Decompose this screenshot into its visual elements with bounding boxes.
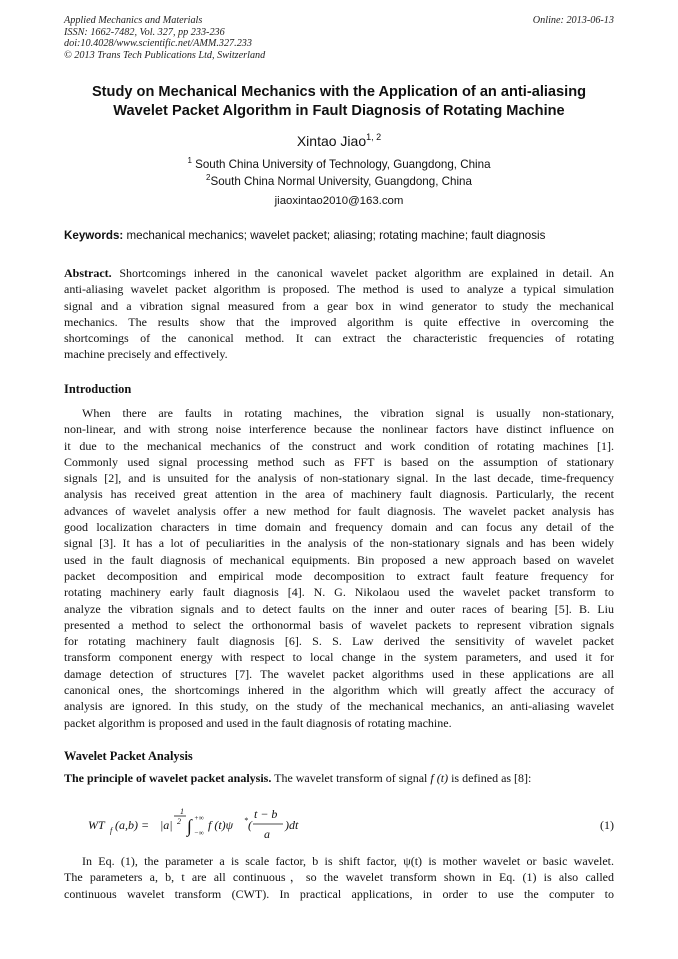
integral-icon: ∫ [187, 816, 192, 836]
keywords [64, 229, 545, 242]
intro-line: packet decomposition and empirical mode decomposition to extract fault feature frequency for [64, 568, 614, 583]
keywords-label: Keywords: [64, 229, 124, 242]
intro-line: damage detection of structures [7]. The wavelet packet algorithms used in these applications are all [64, 666, 614, 681]
wpa-line: In Eq. (1), the parameter a is scale factor, b is shift factor, ψ(t) is mother wavelet or basic wavelet. [82, 854, 614, 868]
intro-line: Commonly used signal processing method such as FFT is based on the assumption of stationary [64, 454, 614, 469]
eq-conjugate-star: * [244, 816, 248, 825]
abstract-line: anti-aliasing wavelet packet algorithm is proposed. The method is used to analyze a typical simulation [64, 282, 614, 297]
intro-line: When there are faults in rotating machines, the vibration signal is usually non-stationary, [82, 406, 614, 420]
journal-meta [64, 15, 265, 61]
intro-line: it due to the mechanical mechanics of the construct and work condition of rotating machines [1]. [64, 438, 614, 453]
paper-title [40, 83, 638, 120]
eq-int-upper: +∞ [194, 814, 204, 822]
abstract-line: machine precisely and effectively. [64, 347, 228, 362]
wavelet-packet-body [64, 853, 614, 902]
copyright-line: © 2013 Trans Tech Publications Ltd, Switzerland [64, 49, 266, 61]
affiliation-2-text: South China Normal University, Guangdong, China [210, 175, 472, 188]
author-email[interactable]: jiaoxintao2010@163.com [274, 195, 404, 207]
intro-line: analysis has received great attention in the area of machinery fault diagnosis. Particularly, the recent [64, 487, 614, 502]
intro-line: advances of wavelet analysis offer a new method for fault diagnosis. The wavelet packet analysis has [64, 503, 614, 518]
abstract-line: mechanics. The results show that the improved algorithm is quite effective in overcoming the [64, 314, 614, 329]
principle-sentence [64, 771, 614, 786]
intro-line: transform component energy with respect to local change in the system parameters, and used it for [64, 650, 614, 665]
signal-symbol: f (t) [430, 771, 449, 785]
intro-line: for rotating machinery fault diagnosis [6]. S. S. Law derived the sensitivity of wavelet packet [64, 634, 614, 649]
affiliation-1-text: South China University of Technology, Guangdong, China [191, 158, 491, 171]
affiliation-2-mark: 2 [206, 173, 211, 182]
intro-line: presented a method to select the orthonormal basis of wavelet packets to represent vibration signals [64, 617, 614, 632]
intro-line: analyze the vibration signals and to detect faults on the inner and outer races of bearing [5]. B. Liu [64, 601, 614, 616]
eq-abs-a: |a| [160, 818, 173, 832]
eq-lhs-sub: f [110, 826, 113, 835]
intro-line: canonical ones, the shortcomings inhered in the algorithm which will greatly affect the accuracy of [64, 683, 614, 698]
keywords-text: mechanical mechanics; wavelet packet; aliasing; rotating machine; fault diagnosis [123, 229, 546, 242]
abstract-line: shortcomings of the canonical method. It can extract the characteristic frequencies of rotating [64, 331, 614, 346]
author-name: Xintao Jiao [296, 133, 367, 149]
section-heading-wavelet-packet: Wavelet Packet Analysis [64, 749, 193, 763]
abstract-line: Shortcomings inhered in the canonical wavelet packet algorithm are explained in detail. An [111, 266, 614, 280]
affiliation-2 [0, 173, 678, 188]
intro-line: signals [2], and is unsuited for the analysis of non-stationary signal. In the last decade, time-frequency [64, 471, 614, 486]
intro-line: used in the fault diagnosis of mechanical equipments. Bin proposed a new approach based on wavelet [64, 552, 614, 567]
introduction-body [64, 405, 614, 731]
principle-label: The principle of wavelet packet analysis. [64, 771, 272, 785]
equation-number: (1) [600, 818, 614, 832]
principle-text-a: The wavelet transform of signal [271, 771, 431, 785]
eq-exp-den: 2 [177, 817, 181, 826]
abstract [64, 265, 614, 363]
wpa-line: The parameters a, b, t are all continuous，so the wavelet transform shown in Eq. (1) is also called [64, 870, 614, 885]
section-heading-introduction: Introduction [64, 382, 132, 396]
wpa-line: continuous wavelet transform (CWT). In practical applications, in order to use the computer to [64, 886, 614, 901]
author-affil-marks: 1, 2 [366, 132, 382, 142]
issn-line: ISSN: 1662-7482, Vol. 327, pp 233-236 [64, 26, 225, 38]
eq-open-paren: ( [248, 818, 252, 832]
principle-text-b: is defined as [8]: [448, 771, 532, 785]
intro-line: good localization characters in time domain and frequency domain and can focus any detail of the [64, 520, 614, 535]
eq-lhs-args: (a,b) = [115, 818, 150, 832]
intro-line: analysis are ignored. In this study, on the study of the mechanical mechanics, an anti-aliasing wavelet [64, 699, 614, 714]
eq-int-lower: −∞ [194, 829, 204, 837]
intro-line: non-linear, and with strong noise interference because the nonlinear factors have distinct influence on [64, 422, 614, 437]
abstract-line: signal and a vibration signal measured from a gear box in wind generator to study the mechanical [64, 298, 614, 313]
title-line-1: Study on Mechanical Mechanics with the Application of an anti-aliasing [91, 84, 587, 100]
intro-line: signal [3]. It has a lot of peculiarities in the analysis of the non-stationary signals and has been widely [64, 536, 614, 551]
eq-integrand: f (t)ψ [208, 818, 234, 832]
intro-line: rotating machinery early fault diagnosis [4]. N. G. Nikolaou used the wavelet packet transform to [64, 585, 614, 600]
doi-line: doi:10.4028/www.scientific.net/AMM.327.233 [64, 38, 252, 50]
eq-tail: )dt [285, 818, 299, 832]
abstract-label: Abstract. [64, 266, 112, 280]
eq-lhs: WT [88, 818, 105, 832]
journal-name: Applied Mechanics and Materials [64, 15, 203, 26]
author [0, 132, 678, 149]
eq-frac-num: t − b [254, 807, 278, 821]
eq-exp-num: 1 [180, 807, 184, 816]
eq-frac-den: a [264, 827, 270, 841]
affiliation-1-mark: 1 [187, 156, 192, 165]
intro-line: packet algorithm is proposed and used in the fault diagnosis of rotating machine. [64, 715, 452, 730]
online-date: Online: 2013-06-13 [532, 15, 614, 26]
affiliation-1 [0, 156, 678, 171]
equation-1 [88, 805, 508, 843]
title-line-2: Wavelet Packet Algorithm in Fault Diagnosis of Rotating Machine [113, 102, 565, 119]
